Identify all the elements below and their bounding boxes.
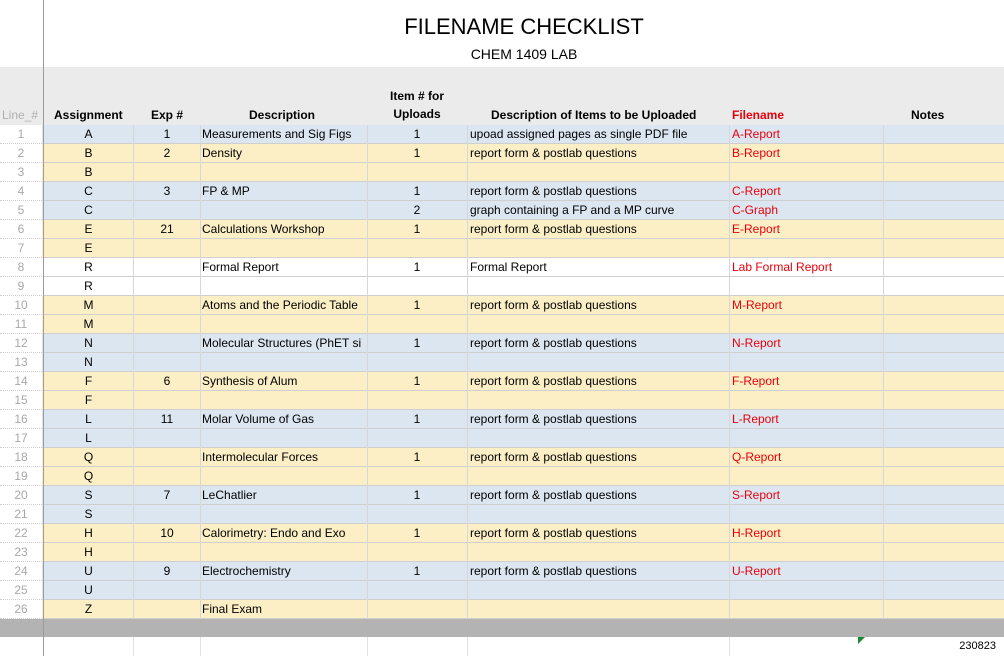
footer-divider <box>367 637 368 656</box>
row-line-number[interactable]: 23 <box>0 543 42 562</box>
cell-items-description[interactable] <box>470 277 728 296</box>
table-row <box>0 239 1004 258</box>
table-row <box>0 524 1004 543</box>
header-item-line1: Item # for <box>389 89 444 103</box>
table-row <box>0 353 1004 372</box>
cell-exp-number[interactable] <box>134 277 200 296</box>
column-divider <box>200 125 201 619</box>
cell-exp-number[interactable]: 21 <box>160 222 174 236</box>
cell-assignment[interactable]: S <box>84 488 93 502</box>
cell-exp-number[interactable]: 2 <box>163 146 171 160</box>
cell-assignment[interactable]: Q <box>83 469 94 483</box>
cell-items-description[interactable]: report form & postlab questions <box>470 298 637 312</box>
cell-description[interactable] <box>202 467 366 486</box>
cell-assignment[interactable]: N <box>84 355 93 369</box>
cell-notes[interactable] <box>884 429 1004 448</box>
table-row <box>0 334 1004 353</box>
column-divider <box>367 125 368 619</box>
cell-filename[interactable]: E-Report <box>732 222 781 236</box>
table-row <box>0 543 1004 562</box>
table-row <box>0 125 1004 144</box>
footer-stamp: 230823 <box>959 640 996 652</box>
cell-items-description[interactable]: graph containing a FP and a MP curve <box>470 203 675 217</box>
cell-description[interactable]: Calorimetry: Endo and Exo <box>202 526 346 540</box>
row-line-number[interactable]: 15 <box>0 391 42 410</box>
cell-items-description[interactable] <box>470 315 728 334</box>
cell-description[interactable] <box>202 391 366 410</box>
cell-assignment[interactable]: R <box>84 260 93 274</box>
row-line-number[interactable]: 25 <box>0 581 42 600</box>
cell-exp-number[interactable] <box>134 467 200 486</box>
header-notes[interactable]: Notes <box>911 108 945 122</box>
cell-notes[interactable] <box>884 334 1004 353</box>
cell-items-description[interactable]: report form & postlab questions <box>470 526 637 540</box>
cell-items-description[interactable] <box>470 543 728 562</box>
table-row <box>0 182 1004 201</box>
table-row <box>0 296 1004 315</box>
cell-filename[interactable]: C-Report <box>732 184 781 198</box>
cell-assignment[interactable]: R <box>84 279 93 293</box>
sheet-subtitle: CHEM 1409 LAB <box>470 46 578 62</box>
table-row <box>0 467 1004 486</box>
cell-item-number[interactable] <box>368 467 466 486</box>
cell-description[interactable] <box>202 239 366 258</box>
cell-assignment[interactable]: L <box>85 412 92 426</box>
cell-item-number[interactable] <box>368 239 466 258</box>
cell-description[interactable]: Intermolecular Forces <box>202 450 319 464</box>
cell-assignment[interactable]: U <box>84 564 93 578</box>
cell-exp-number[interactable] <box>134 239 200 258</box>
cell-description[interactable]: FP & MP <box>202 184 250 198</box>
footer-divider <box>200 637 201 656</box>
cell-exp-number[interactable] <box>134 334 200 353</box>
cell-description[interactable] <box>202 543 366 562</box>
table-row <box>0 163 1004 182</box>
table-row <box>0 277 1004 296</box>
cell-filename[interactable] <box>732 429 882 448</box>
cell-filename[interactable]: Q-Report <box>732 450 782 464</box>
cell-description[interactable] <box>202 163 366 182</box>
cell-assignment[interactable]: C <box>84 203 93 217</box>
cell-notes[interactable] <box>884 296 1004 315</box>
cell-items-description[interactable] <box>470 467 728 486</box>
cell-exp-number[interactable] <box>134 315 200 334</box>
cell-items-description[interactable] <box>470 163 728 182</box>
cell-exp-number[interactable]: 9 <box>163 564 171 578</box>
column-divider <box>729 125 730 619</box>
cell-notes[interactable] <box>884 182 1004 201</box>
cell-filename[interactable]: S-Report <box>732 488 781 502</box>
cell-item-number[interactable]: 1 <box>413 526 421 540</box>
table-row <box>0 220 1004 239</box>
cell-filename[interactable]: A-Report <box>732 127 781 141</box>
table-row <box>0 505 1004 524</box>
cell-items-description[interactable] <box>470 600 728 619</box>
cell-notes[interactable] <box>884 163 1004 182</box>
header-exp-number[interactable]: Exp # <box>151 108 184 122</box>
cell-item-number[interactable]: 1 <box>413 184 421 198</box>
cell-item-number[interactable]: 1 <box>413 222 421 236</box>
row-line-number[interactable]: 2 <box>0 144 42 163</box>
cell-assignment[interactable]: M <box>83 317 94 331</box>
row-line-number[interactable]: 4 <box>0 182 42 201</box>
line-column-border <box>43 0 44 656</box>
footer-band <box>0 619 1004 637</box>
row-line-number[interactable]: 5 <box>0 201 42 220</box>
row-line-number[interactable]: 14 <box>0 372 42 391</box>
cell-assignment[interactable]: H <box>84 526 93 540</box>
cell-exp-number[interactable] <box>134 201 200 220</box>
cell-assignment[interactable]: F <box>84 393 93 407</box>
row-line-number[interactable]: 16 <box>0 410 42 429</box>
cell-item-number[interactable] <box>368 353 466 372</box>
cell-items-description[interactable] <box>470 429 728 448</box>
cell-items-description[interactable]: Formal Report <box>470 260 547 274</box>
table-row <box>0 562 1004 581</box>
table-row <box>0 429 1004 448</box>
cell-exp-number[interactable] <box>134 163 200 182</box>
cell-item-number[interactable] <box>368 543 466 562</box>
cell-notes[interactable] <box>884 239 1004 258</box>
table-row <box>0 144 1004 163</box>
row-line-number[interactable]: 20 <box>0 486 42 505</box>
row-line-number[interactable]: 22 <box>0 524 42 543</box>
footer-divider <box>729 637 730 656</box>
cell-description[interactable]: Electrochemistry <box>202 564 291 578</box>
table-row <box>0 600 1004 619</box>
column-divider <box>467 125 468 619</box>
table-row <box>0 315 1004 334</box>
row-line-number[interactable]: 17 <box>0 429 42 448</box>
cell-filename[interactable] <box>732 505 882 524</box>
cell-items-description[interactable]: report form & postlab questions <box>470 222 637 236</box>
cell-description[interactable] <box>202 581 366 600</box>
header-item-number[interactable] <box>368 89 466 121</box>
cell-items-description[interactable]: report form & postlab questions <box>470 450 637 464</box>
cell-assignment[interactable]: B <box>84 165 93 179</box>
header-items-description[interactable]: Description of Items to be Uploaded <box>491 108 697 122</box>
cell-description[interactable]: Atoms and the Periodic Table <box>202 298 358 312</box>
cell-item-number[interactable]: 1 <box>413 298 421 312</box>
cell-description[interactable] <box>202 277 366 296</box>
cell-description[interactable]: Molar Volume of Gas <box>202 412 315 426</box>
cell-description[interactable]: Formal Report <box>202 260 279 274</box>
cell-filename[interactable] <box>732 353 882 372</box>
column-divider <box>133 125 134 619</box>
cell-filename[interactable]: B-Report <box>732 146 781 160</box>
cell-notes[interactable] <box>884 220 1004 239</box>
cell-item-number[interactable] <box>368 163 466 182</box>
cell-filename[interactable]: Lab Formal Report <box>732 260 833 274</box>
cell-items-description[interactable]: report form & postlab questions <box>470 412 637 426</box>
footer-divider <box>133 637 134 656</box>
cell-assignment[interactable]: A <box>84 127 93 141</box>
cell-exp-number[interactable]: 3 <box>163 184 171 198</box>
row-line-number[interactable]: 9 <box>0 277 42 296</box>
cell-items-description[interactable]: report form & postlab questions <box>470 184 637 198</box>
row-line-number[interactable]: 3 <box>0 163 42 182</box>
cell-assignment[interactable]: N <box>84 336 93 350</box>
row-line-number[interactable]: 7 <box>0 239 42 258</box>
comment-indicator-icon[interactable] <box>858 637 865 644</box>
cell-exp-number[interactable] <box>134 391 200 410</box>
cell-description[interactable] <box>202 353 366 372</box>
table-row <box>0 448 1004 467</box>
row-line-number[interactable]: 26 <box>0 600 42 619</box>
cell-assignment[interactable]: H <box>84 545 93 559</box>
cell-notes[interactable] <box>884 277 1004 296</box>
cell-filename[interactable]: U-Report <box>732 564 781 578</box>
cell-item-number[interactable]: 1 <box>413 374 421 388</box>
cell-exp-number[interactable]: 11 <box>160 412 174 426</box>
table-row <box>0 201 1004 220</box>
column-divider <box>883 125 884 619</box>
cell-notes[interactable] <box>884 258 1004 277</box>
cell-filename[interactable] <box>732 315 882 334</box>
cell-assignment[interactable]: S <box>84 507 93 521</box>
cell-filename[interactable] <box>732 239 882 258</box>
row-line-number[interactable]: 11 <box>0 315 42 334</box>
cell-filename[interactable]: M-Report <box>732 298 783 312</box>
cell-item-number[interactable] <box>368 391 466 410</box>
cell-description[interactable] <box>202 201 366 220</box>
cell-items-description[interactable] <box>470 581 728 600</box>
cell-item-number[interactable] <box>368 505 466 524</box>
cell-exp-number[interactable] <box>134 296 200 315</box>
cell-notes[interactable] <box>884 410 1004 429</box>
cell-description[interactable]: Measurements and Sig Figs <box>202 127 352 141</box>
cell-exp-number[interactable] <box>134 429 200 448</box>
cell-notes[interactable] <box>884 125 1004 144</box>
cell-item-number[interactable]: 1 <box>413 450 421 464</box>
cell-item-number[interactable]: 1 <box>413 488 421 502</box>
row-line-number[interactable]: 21 <box>0 505 42 524</box>
header-line-number[interactable]: Line_# <box>2 108 39 122</box>
row-line-number[interactable]: 10 <box>0 296 42 315</box>
header-filename[interactable]: Filename <box>732 108 785 122</box>
row-line-number[interactable]: 19 <box>0 467 42 486</box>
cell-item-number[interactable]: 1 <box>413 412 421 426</box>
cell-exp-number[interactable]: 1 <box>163 127 171 141</box>
sheet-title: FILENAME CHECKLIST <box>404 14 644 39</box>
cell-notes[interactable] <box>884 505 1004 524</box>
header-description[interactable]: Description <box>249 108 316 122</box>
cell-filename[interactable] <box>732 543 882 562</box>
cell-exp-number[interactable] <box>134 600 200 619</box>
cell-item-number[interactable]: 2 <box>413 203 421 217</box>
cell-item-number[interactable] <box>368 581 466 600</box>
cell-items-description[interactable] <box>470 353 728 372</box>
cell-exp-number[interactable] <box>134 258 200 277</box>
cell-filename[interactable] <box>732 581 882 600</box>
cell-assignment[interactable]: Q <box>83 450 94 464</box>
cell-description[interactable]: LeChatlier <box>202 488 257 502</box>
cell-notes[interactable] <box>884 144 1004 163</box>
cell-filename[interactable]: C-Graph <box>732 203 779 217</box>
cell-item-number[interactable]: 1 <box>413 146 421 160</box>
cell-filename[interactable] <box>732 600 882 619</box>
header-assignment[interactable]: Assignment <box>54 108 123 122</box>
cell-item-number[interactable]: 1 <box>413 336 421 350</box>
table-row <box>0 486 1004 505</box>
cell-items-description[interactable]: report form & postlab questions <box>470 336 637 350</box>
cell-item-number[interactable]: 1 <box>413 564 421 578</box>
cell-items-description[interactable]: report form & postlab questions <box>470 488 637 502</box>
cell-assignment[interactable]: U <box>84 583 93 597</box>
table-row <box>0 258 1004 277</box>
cell-notes[interactable] <box>884 391 1004 410</box>
row-line-number[interactable]: 12 <box>0 334 42 353</box>
cell-items-description[interactable] <box>470 239 728 258</box>
cell-filename[interactable] <box>732 277 882 296</box>
cell-exp-number[interactable]: 6 <box>163 374 171 388</box>
cell-assignment[interactable]: M <box>83 298 94 312</box>
table-row <box>0 372 1004 391</box>
cell-items-description[interactable] <box>470 391 728 410</box>
cell-items-description[interactable] <box>470 505 728 524</box>
cell-notes[interactable] <box>884 448 1004 467</box>
cell-assignment[interactable]: L <box>85 431 92 445</box>
cell-filename[interactable]: L-Report <box>732 412 779 426</box>
table-row <box>0 391 1004 410</box>
cell-exp-number[interactable]: 7 <box>163 488 171 502</box>
row-line-number[interactable]: 1 <box>0 125 42 144</box>
cell-notes[interactable] <box>884 600 1004 619</box>
row-line-number[interactable]: 8 <box>0 258 42 277</box>
cell-assignment[interactable]: Z <box>84 602 93 616</box>
header-row <box>0 67 1004 125</box>
cell-description[interactable]: Density <box>202 146 243 160</box>
cell-assignment[interactable]: C <box>84 184 93 198</box>
cell-assignment[interactable]: E <box>84 241 93 255</box>
cell-description[interactable] <box>202 429 366 448</box>
cell-filename[interactable]: N-Report <box>732 336 781 350</box>
cell-filename[interactable]: H-Report <box>732 526 781 540</box>
cell-filename[interactable] <box>732 391 882 410</box>
cell-description[interactable]: Synthesis of Alum <box>202 374 298 388</box>
cell-exp-number[interactable] <box>134 543 200 562</box>
cell-item-number[interactable]: 1 <box>413 127 421 141</box>
cell-description[interactable]: Calculations Workshop <box>202 222 325 236</box>
footer-divider <box>467 637 468 656</box>
cell-filename[interactable]: F-Report <box>732 374 780 388</box>
cell-notes[interactable] <box>884 315 1004 334</box>
cell-notes[interactable] <box>884 486 1004 505</box>
cell-item-number[interactable] <box>368 315 466 334</box>
cell-notes[interactable] <box>884 524 1004 543</box>
cell-items-description[interactable]: upoad assigned pages as single PDF file <box>470 127 688 141</box>
cell-item-number[interactable] <box>368 600 466 619</box>
cell-item-number[interactable] <box>368 277 466 296</box>
row-line-number[interactable]: 13 <box>0 353 42 372</box>
cell-notes[interactable] <box>884 353 1004 372</box>
cell-items-description[interactable]: report form & postlab questions <box>470 374 637 388</box>
cell-item-number[interactable]: 1 <box>413 260 421 274</box>
cell-filename[interactable] <box>732 467 882 486</box>
cell-filename[interactable] <box>732 163 882 182</box>
cell-item-number[interactable] <box>368 429 466 448</box>
cell-assignment[interactable]: F <box>84 374 93 388</box>
cell-exp-number[interactable] <box>134 505 200 524</box>
row-line-number[interactable]: 18 <box>0 448 42 467</box>
cell-notes[interactable] <box>884 543 1004 562</box>
cell-exp-number[interactable] <box>134 581 200 600</box>
cell-notes[interactable] <box>884 201 1004 220</box>
cell-assignment[interactable]: B <box>84 146 93 160</box>
table-row <box>0 410 1004 429</box>
cell-exp-number[interactable]: 10 <box>160 526 174 540</box>
cell-notes[interactable] <box>884 581 1004 600</box>
cell-description[interactable]: Final Exam <box>202 602 263 616</box>
cell-description[interactable] <box>202 315 366 334</box>
row-line-number[interactable]: 24 <box>0 562 42 581</box>
cell-exp-number[interactable] <box>134 448 200 467</box>
cell-notes[interactable] <box>884 467 1004 486</box>
cell-description[interactable]: Molecular Structures (PhET si <box>202 336 362 350</box>
table-row <box>0 581 1004 600</box>
header-item-line2: Uploads <box>393 107 441 121</box>
cell-notes[interactable] <box>884 372 1004 391</box>
cell-assignment[interactable]: E <box>84 222 93 236</box>
row-line-number[interactable]: 6 <box>0 220 42 239</box>
cell-exp-number[interactable] <box>134 353 200 372</box>
cell-items-description[interactable]: report form & postlab questions <box>470 564 637 578</box>
cell-items-description[interactable]: report form & postlab questions <box>470 146 637 160</box>
cell-description[interactable] <box>202 505 366 524</box>
cell-notes[interactable] <box>884 562 1004 581</box>
